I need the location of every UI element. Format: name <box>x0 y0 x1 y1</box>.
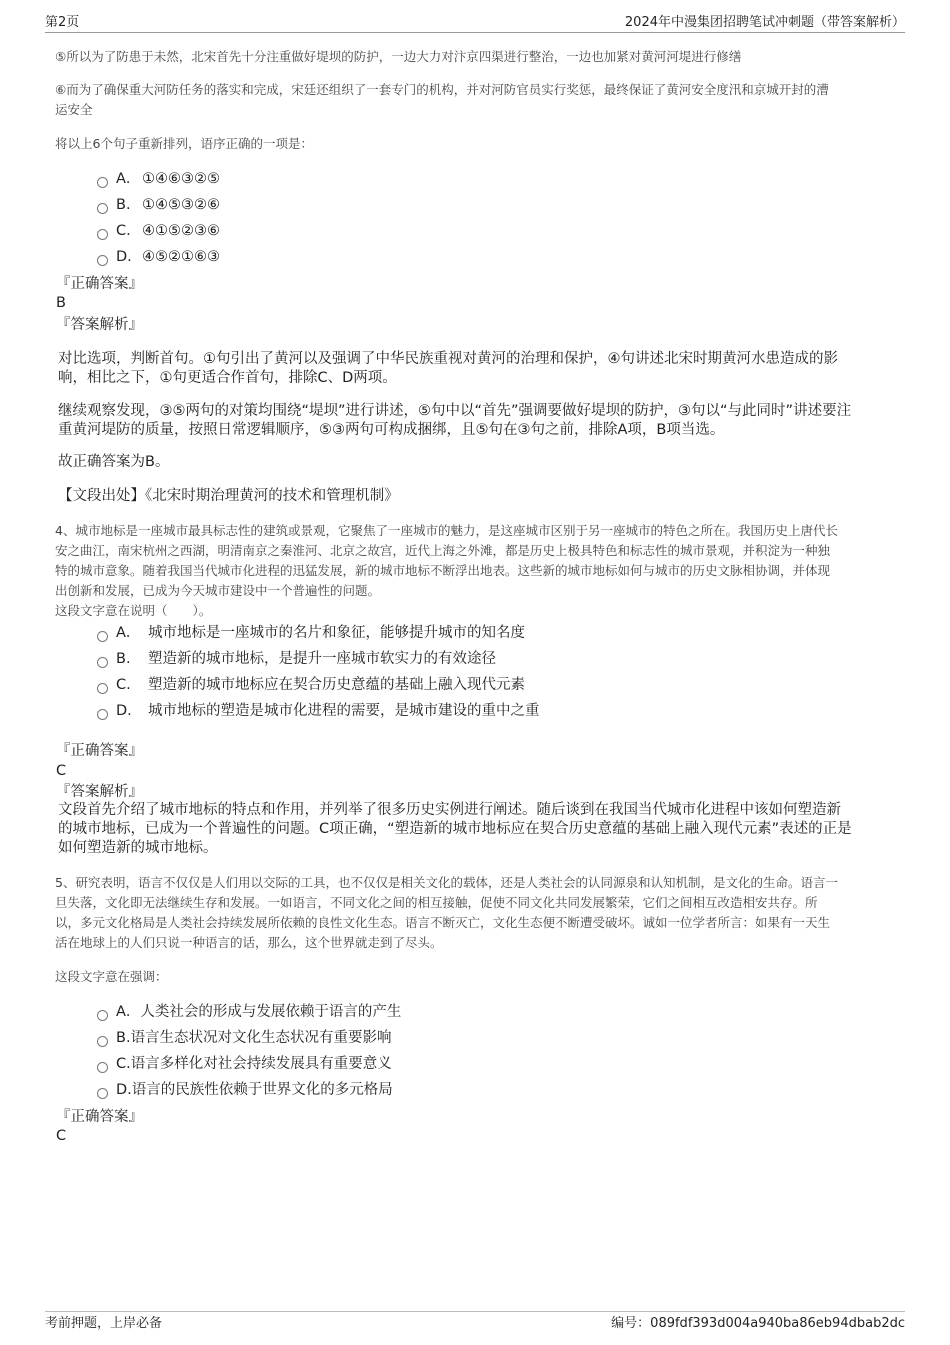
q3-analysis-1-line1: 对比选项，判断首句。①句引出了黄河以及强调了中华民族重视对黄河的治理和保护，④句讲述北宋时期黄河水患造成的影 <box>58 351 838 367</box>
radio-icon[interactable] <box>97 709 108 720</box>
q5-stem-line3: 以，多元文化格局是人类社会持续发展所依赖的良性文化生态。语言不断灭亡，文化生态便不断遭受破坏。诚如一位学者所言：如果有一天生 <box>55 915 831 930</box>
radio-icon[interactable] <box>97 683 108 694</box>
q4-analysis-label: 『答案解析』 <box>56 784 143 800</box>
q4-stem-line1: 4、城市地标是一座城市最具标志性的建筑或景观，它聚焦了一座城市的魅力，是这座城市区别于另一座城市的特色之所在。我国历史上唐代长 <box>55 523 838 538</box>
page-number: 第2页 <box>45 15 80 30</box>
radio-icon[interactable] <box>97 1088 108 1099</box>
q3-conclusion: 故正确答案为B。 <box>58 454 170 470</box>
q4-prompt: 这段文字意在说明（ ）。 <box>55 603 212 618</box>
page-footer <box>45 1311 905 1334</box>
q5-option-b[interactable]: B. 语言生态状况对文化生态状况有重要影响 <box>97 1028 392 1048</box>
q5-stem-line1: 5、研究表明，语言不仅仅是人们用以交际的工具，也不仅仅是相关文化的载体，还是人类社会的认同源泉和认知机制，是文化的生命。语言一 <box>55 875 838 890</box>
radio-icon[interactable] <box>97 657 108 668</box>
radio-icon[interactable] <box>97 229 108 240</box>
radio-icon[interactable] <box>97 203 108 214</box>
q5-stem-line2: 旦失落，文化即无法继续生存和发展。一如语言，不同文化之间的相互接触，促使不同文化共同发展繁荣，它们之间相互改造相安共存。所 <box>55 895 818 910</box>
q3-source: 【文段出处】《北宋时期治理黄河的技术和管理机制》 <box>58 488 399 504</box>
q5-option-c[interactable]: C. 语言多样化对社会持续发展具有重要意义 <box>97 1054 392 1074</box>
q3-analysis-label: 『答案解析』 <box>56 317 143 333</box>
q4-stem-line4: 出创新和发展，已成为今天城市建设中一个普遍性的问题。 <box>55 583 381 598</box>
q4-option-b[interactable]: B. 塑造新的城市地标，是提升一座城市软实力的有效途径 <box>97 649 496 669</box>
q5-stem-line4: 活在地球上的人们只说一种语言的话，那么，这个世界就走到了尽头。 <box>55 935 443 950</box>
q4-analysis-line2: 的城市地标，已成为一个普遍性的问题。C项正确，“塑造新的城市地标应在契合历史意蕴的基础上融入现代元素”表述的正是 <box>58 821 852 837</box>
document-title: 2024年中漫集团招聘笔试冲刺题（带答案解析） <box>624 15 905 30</box>
q5-option-a[interactable]: A． 人类社会的形成与发展依赖于语言的产生 <box>97 1002 401 1022</box>
q4-option-c[interactable]: C. 塑造新的城市地标应在契合历史意蕴的基础上融入现代元素 <box>97 675 525 695</box>
q3-answer: B <box>56 295 66 311</box>
q4-analysis-line1: 文段首先介绍了城市地标的特点和作用，并列举了很多历史实例进行阐述。随后谈到在我国当代城市化进程中该如何塑造新 <box>58 802 841 818</box>
q5-answer: C <box>56 1128 67 1144</box>
q4-option-d[interactable]: D. 城市地标的塑造是城市化进程的需要，是城市建设的重中之重 <box>97 701 540 721</box>
code-label: 编号： <box>611 1316 651 1331</box>
q3-sentence-6-line1: ⑥而为了确保重大河防任务的落实和完成，宋廷还组织了一套专门的机构，并对河防官员实行奖惩，最终保证了黄河安全度汛和京城开封的漕 <box>55 82 829 97</box>
radio-icon[interactable] <box>97 631 108 642</box>
q5-prompt: 这段文字意在强调： <box>55 969 168 984</box>
q4-option-a[interactable]: A． 城市地标是一座城市的名片和象征，能够提升城市的知名度 <box>97 623 525 643</box>
q3-option-d[interactable]: D. ④⑤②①⑥③ <box>97 247 220 267</box>
q4-stem-line3: 特的城市意象。随着我国当代城市化进程的迅猛发展，新的城市地标不断浮出地表。这些新的城市地标如何与城市的历史文脉相协调，并体现 <box>55 563 831 578</box>
q5-option-d[interactable]: D. 语言的民族性依赖于世界文化的多元格局 <box>97 1080 393 1100</box>
q3-analysis-2-line1: 继续观察发现，③⑤两句的对策均围绕“堤坝”进行讲述，⑤句中以“首先”强调要做好堤坝的防护，③句以“与此同时”讲述要注 <box>58 403 852 419</box>
q3-option-c[interactable]: C. ④①⑤②③⑥ <box>97 221 220 241</box>
radio-icon[interactable] <box>97 1010 108 1021</box>
q3-sentence-6-line2: 运安全 <box>55 102 93 117</box>
document-code <box>611 1314 905 1334</box>
code-value: 089fdf393d004a940ba86eb94dbab2dc <box>650 1316 905 1331</box>
q4-stem-line2: 安之曲江，南宋杭州之西湖，明清南京之秦淮河、北京之故宫，近代上海之外滩，都是历史上极具特色和标志性的城市景观，并积淀为一种独 <box>55 543 831 558</box>
q3-option-a[interactable]: A． ①④⑥③②⑤ <box>97 169 220 189</box>
q3-analysis-2-line2: 重黄河堤防的质量，按照日常逻辑顺序，⑤③两句可构成捆绑，且⑤句在③句之前，排除A项，B项当选。 <box>58 422 725 438</box>
q5-answer-label: 『正确答案』 <box>56 1109 143 1125</box>
q3-analysis-1-line2: 响，相比之下，①句更适合作首句，排除C、D两项。 <box>58 370 397 386</box>
page-header <box>45 14 905 33</box>
q4-answer-label: 『正确答案』 <box>56 743 143 759</box>
q3-answer-label: 『正确答案』 <box>56 276 143 292</box>
radio-icon[interactable] <box>97 255 108 266</box>
q3-sentence-5: ⑤所以为了防患于未然，北宋首先十分注重做好堤坝的防护，一边大力对汴京四渠进行整治，一边也加紧对黄河河堤进行修缮 <box>55 49 742 64</box>
q4-answer: C <box>56 763 67 779</box>
q3-option-b[interactable]: B. ①④⑤③②⑥ <box>97 195 220 215</box>
footer-slogan: 考前押题，上岸必备 <box>45 1316 163 1331</box>
radio-icon[interactable] <box>97 1036 108 1047</box>
radio-icon[interactable] <box>97 1062 108 1073</box>
radio-icon[interactable] <box>97 177 108 188</box>
q3-prompt: 将以上6个句子重新排列，语序正确的一项是： <box>55 136 313 151</box>
q4-analysis-line3: 如何塑造新的城市地标。 <box>58 840 218 856</box>
